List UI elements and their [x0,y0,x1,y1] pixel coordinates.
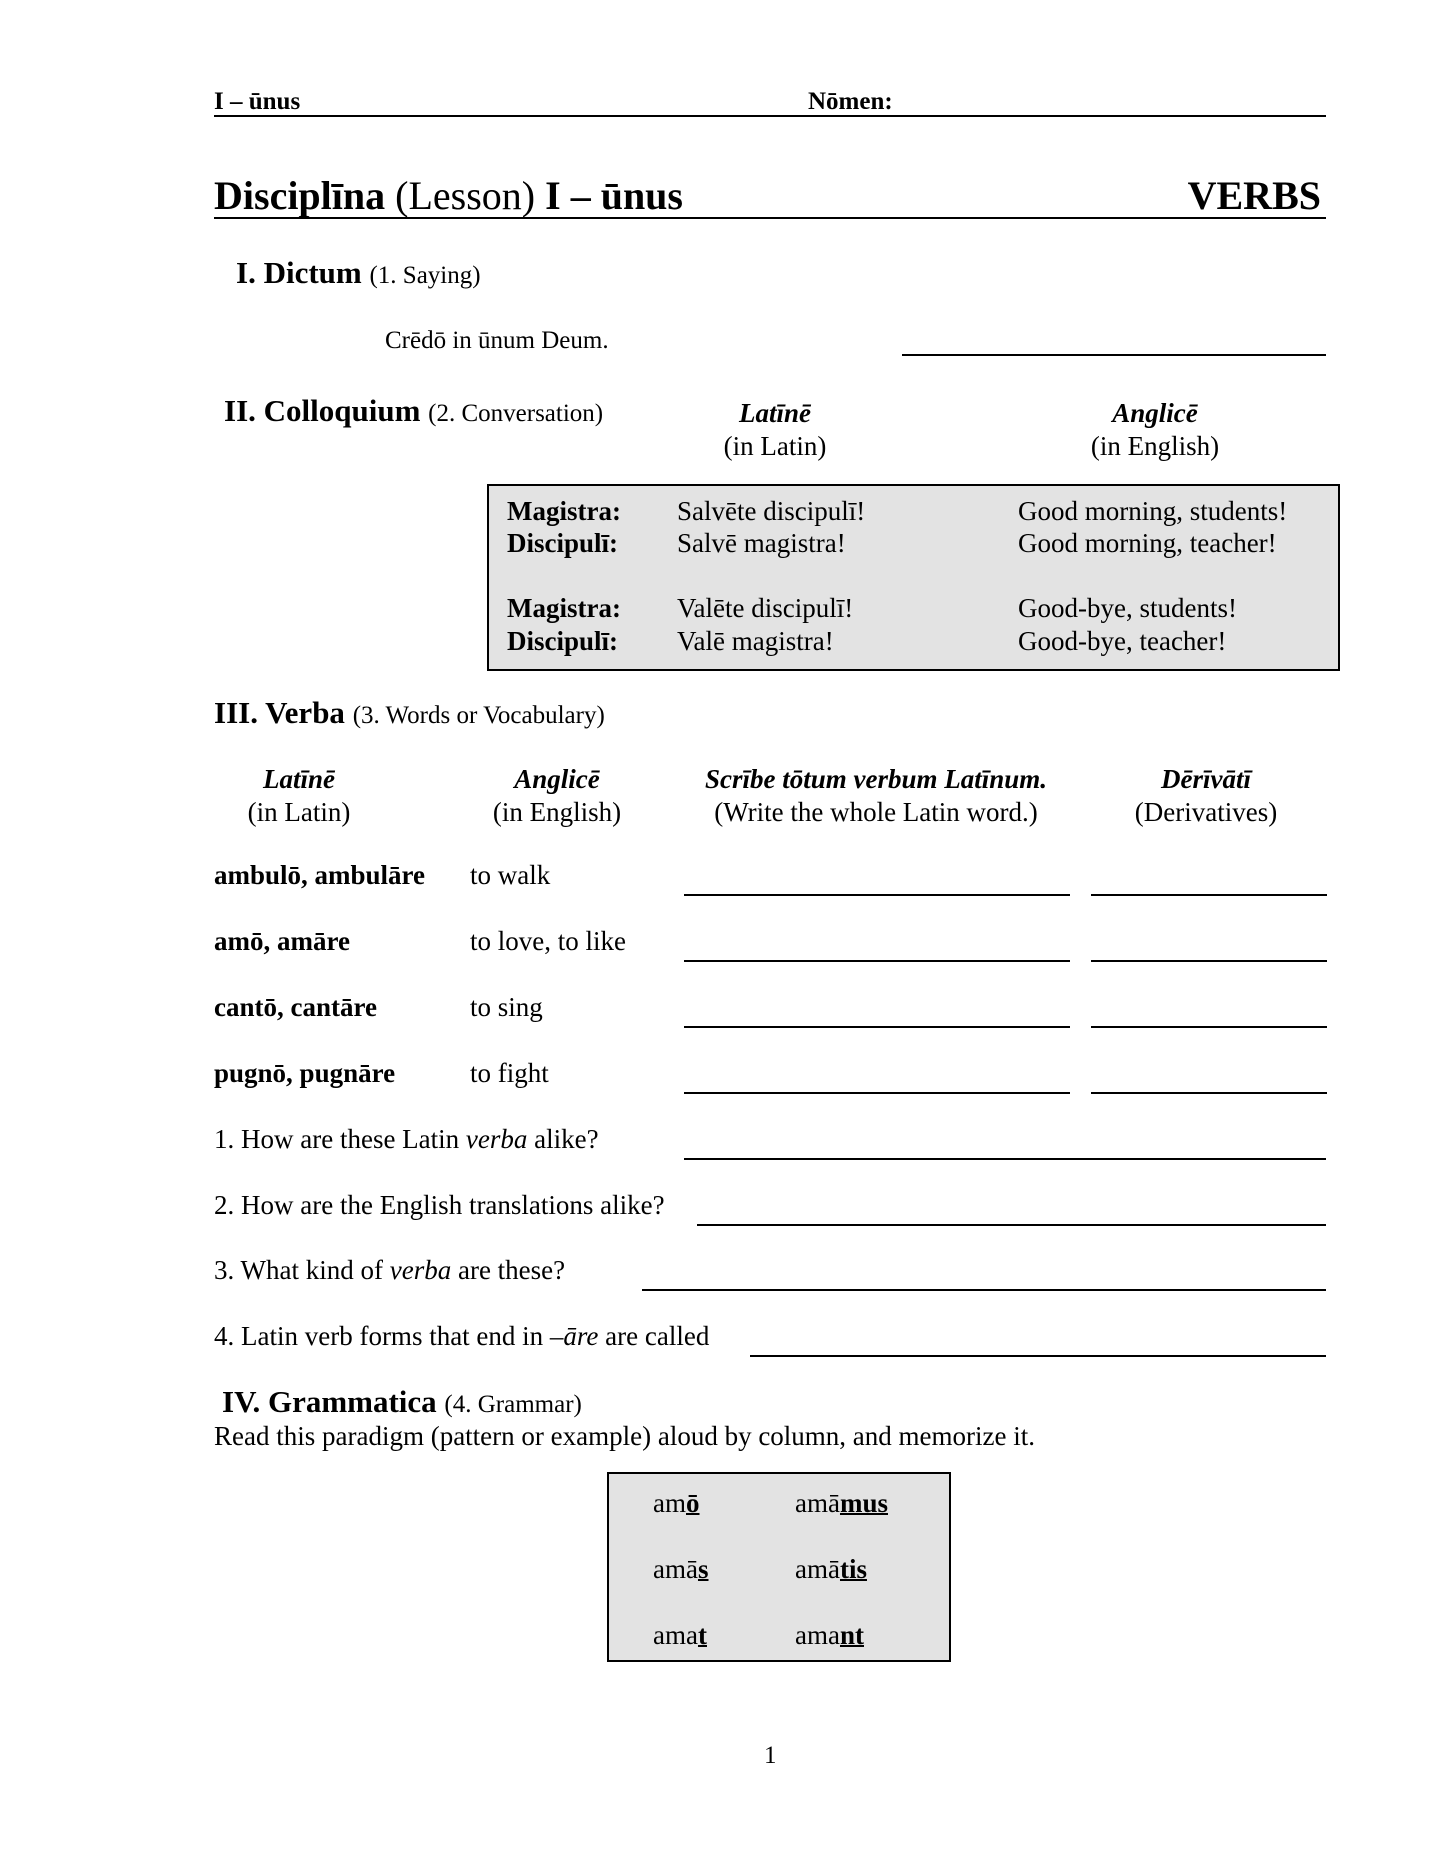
dictum-answer-line[interactable] [902,354,1326,356]
col-sub: (in Latin) [247,797,351,827]
write-latin-line[interactable] [684,1026,1070,1028]
paradigm-box [607,1472,951,1662]
col-title: Anglicē [514,764,600,794]
form-stem: ama [795,1620,840,1650]
english-line: Good morning, teacher! [1018,528,1277,558]
paradigm-form [795,1488,888,1519]
q-italic: –āre [549,1321,599,1351]
dictum-sub: (1. Saying) [369,262,481,289]
form-ending: tis [839,1554,867,1584]
paradigm-form [653,1488,700,1519]
derivatives-line[interactable] [1091,960,1327,962]
english-line: Good morning, students! [1018,496,1288,526]
title-rule [214,217,1326,219]
col-title: Scrībe tōtum verbum Latīnum. [704,764,1048,794]
col-sub: (Derivatives) [1134,797,1278,827]
paradigm-form [653,1554,709,1585]
latin-line: Valē magistra! [677,626,834,656]
derivatives-line[interactable] [1091,1092,1327,1094]
verba-col-latin [214,763,384,829]
question-4-line[interactable] [750,1355,1326,1357]
colloquium-sub: (2. Conversation) [428,400,604,427]
vocab-latin: ambulō, ambulāre [214,860,426,890]
name-label: Nōmen: [808,88,893,115]
form-stem: amā [795,1488,840,1518]
colloquium-col-english-sub: (in English) [1090,431,1220,461]
form-ending: nt [839,1620,864,1650]
header-rule [214,115,1326,117]
q-text: 1. How are these Latin [214,1124,466,1154]
english-line: Good-bye, teacher! [1018,626,1227,656]
verba-col-english [467,763,647,829]
vocab-english: to fight [470,1058,549,1088]
question-1 [214,1124,599,1155]
question-1-line[interactable] [684,1158,1326,1160]
derivatives-line[interactable] [1091,1026,1327,1028]
question-3 [214,1255,565,1286]
vocab-english: to walk [470,860,551,890]
title-right: VERBS [1187,173,1321,218]
form-stem: amā [795,1554,840,1584]
write-latin-line[interactable] [684,1092,1070,1094]
header-left: I – ūnus [214,88,301,115]
form-ending: s [697,1554,709,1584]
dictum-sentence: Crēdō in ūnum Deum. [385,327,609,354]
q-italic: verba [389,1255,452,1285]
latin-line: Valēte discipulī! [677,593,854,623]
colloquium-heading-text: II. Colloquium [224,393,421,428]
form-stem: am [653,1488,686,1518]
vocab-english: to sing [470,992,543,1022]
grammatica-instruction: Read this paradigm (pattern or example) aloud by column, and memorize it. [214,1421,1035,1451]
speaker: Discipulī: [507,528,619,558]
vocab-english: to love, to like [470,926,626,956]
title-bold: Disciplīna [214,173,386,218]
verba-col-derivatives [1111,763,1301,829]
form-stem: amā [653,1554,698,1584]
speaker: Magistra: [507,593,621,623]
q-text: alike? [527,1124,599,1154]
dictum-heading [236,255,481,291]
latin-line: Salvēte discipulī! [677,496,866,526]
question-4 [214,1321,709,1352]
write-latin-line[interactable] [684,960,1070,962]
speaker: Discipulī: [507,626,619,656]
form-ending: t [697,1620,707,1650]
vocab-latin: cantō, cantāre [214,992,377,1022]
paradigm-form [653,1620,707,1651]
q-text: 4. Latin verb forms that end in [214,1321,550,1351]
question-2: 2. How are the English translations alike? [214,1190,665,1220]
form-stem: ama [653,1620,698,1650]
col-sub: (Write the whole Latin word.) [714,797,1038,827]
speaker: Magistra: [507,496,621,526]
q-text: are called [598,1321,710,1351]
question-2-line[interactable] [697,1224,1326,1226]
colloquium-col-latin-sub: (in Latin) [723,431,827,461]
verba-sub: (3. Words or Vocabulary) [352,702,605,729]
paradigm-form [795,1554,867,1585]
grammatica-heading-text: IV. Grammatica [222,1384,437,1419]
write-latin-line[interactable] [684,894,1070,896]
dictum-heading-text: I. Dictum [236,255,362,290]
english-line: Good-bye, students! [1018,593,1237,623]
colloquium-col-latin-title: Latīnē [739,398,811,428]
vocab-row [214,860,1326,900]
q-text: are these? [451,1255,566,1285]
col-title: Latīnē [263,764,335,794]
question-3-line[interactable] [642,1289,1326,1291]
col-title: Dērīvātī [1161,764,1251,794]
colloquium-col-latin [680,397,870,463]
page-title [214,172,683,219]
vocab-row [214,926,1326,966]
vocab-latin: pugnō, pugnāre [214,1058,396,1088]
vocab-row [214,1058,1326,1098]
title-paren: (Lesson) [395,173,536,218]
colloquium-col-english [1060,397,1250,463]
grammatica-heading [222,1384,582,1420]
form-ending: ō [686,1488,700,1518]
derivatives-line[interactable] [1091,894,1327,896]
grammatica-sub: (4. Grammar) [444,1391,582,1418]
verba-heading-text: III. Verba [214,695,345,730]
verba-col-write [676,763,1076,829]
colloquium-col-english-title: Anglicē [1112,398,1198,428]
form-ending: mus [839,1488,888,1518]
latin-line: Salvē magistra! [677,528,846,558]
verba-heading [214,695,605,731]
vocab-latin: amō, amāre [214,926,350,956]
vocab-row [214,992,1326,1032]
col-sub: (in English) [492,797,622,827]
title-number: I – ūnus [545,173,683,218]
colloquium-box [487,484,1340,671]
q-italic: verba [465,1124,528,1154]
colloquium-heading [224,393,603,429]
paradigm-form [795,1620,864,1651]
page-number: 1 [764,1742,777,1769]
q-text: 3. What kind of [214,1255,390,1285]
